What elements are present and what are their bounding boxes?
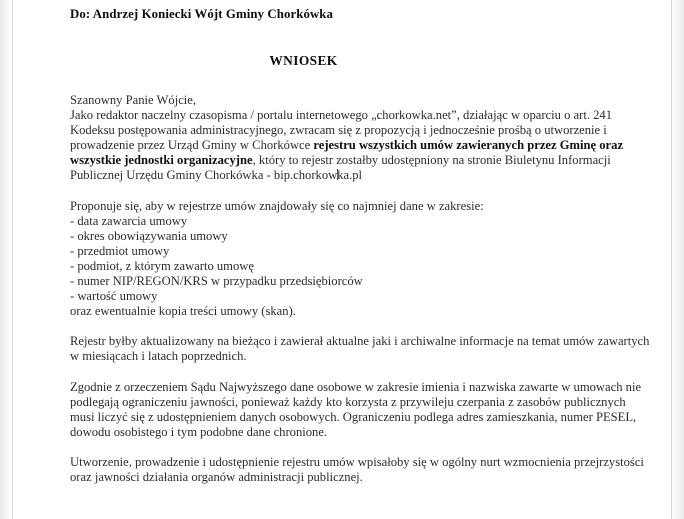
addressee-line: Do: Andrzej Koniecki Wójt Gminy Chorkówka <box>70 7 334 21</box>
spacer <box>70 184 653 199</box>
spacer <box>70 440 653 455</box>
register-update-paragraph: Rejestr byłby aktualizowany na bieżąco i zawierał aktualne jaki i archiwalne informacje na temat umów zawartych w miesiącach i latach poprzednich. <box>70 334 650 364</box>
list-closing-line: oraz ewentualnie kopia treści umowy (skan). <box>70 304 296 319</box>
page-left-gutter <box>0 0 12 519</box>
document-title: WNIOSEK <box>269 53 338 68</box>
salutation-line: Szanowny Panie Wójcie, <box>70 93 197 107</box>
list-item: - numer NIP/REGON/KRS w przypadku przedsiębiorców <box>70 274 363 289</box>
page-right-gutter <box>672 0 684 519</box>
document-body[interactable] <box>13 0 671 519</box>
list-item: - podmiot, z którym zawarto umowę <box>70 258 254 273</box>
document-content <box>70 68 653 485</box>
spacer <box>70 365 653 380</box>
intro-emphasis: rejestru wszystkich umów zawieranych przez Gminę oraz wszystkie jednostki organizacyjne <box>70 138 624 168</box>
spacer <box>70 68 653 93</box>
intro-text-part-1: Jako redaktor naczelny czasopisma / portalu internetowego „chorkowka.net”, działając w oparciu o art. 241 Kodeksu postępowania administracyjnego, zwracam się z propozycją i jednocześnie prośbą o utworzenie i prowadzenie przez Urząd Gminy w Chorkówce <box>70 108 613 153</box>
requested-fields-list <box>70 214 653 305</box>
list-intro-paragraph: Proponuje się, aby w rejestrze umów znajdowały się co najmniej dane w zakresie: <box>70 198 484 213</box>
court-ruling-paragraph: Zgodnie z orzeczeniem Sądu Najwyższego dane osobowe w zakresie imienia i nazwiska zawarte w umowach nie podlegają ograniczeniu jawności, ponieważ każdy kto korzysta z przywileju czerpania z zasobów publicznych musi liczyć się z udostępnieniem danych osobowych. Ograniczeniu podlega adres zamieszkania, numer PESEL, dowodu osobistego i tym podobne dane chronione. <box>70 379 642 439</box>
spacer <box>70 319 653 334</box>
list-item: - przedmiot umowy <box>70 243 170 258</box>
page-right-rule <box>671 0 672 519</box>
list-item: - okres obowiązywania umowy <box>70 228 228 243</box>
intro-text-part-3: ka.pl <box>337 168 363 183</box>
closing-paragraph: Utworzenie, prowadzenie i udostępnienie rejestru umów wpisałoby się w ogólny nurt wzmocnienia przejrzystości oraz jawności działania organów administracji publicznej. <box>70 454 644 484</box>
intro-text-part-2: , który to rejestr zostałby udostępniony na stronie Biuletynu Informacji Publicznej Urzędu Gminy Chorkówka - bip.chorkow <box>70 153 611 183</box>
list-item: - data zawarcia umowy <box>70 213 188 228</box>
intro-paragraph <box>70 108 653 183</box>
list-item: - wartość umowy <box>70 289 158 304</box>
